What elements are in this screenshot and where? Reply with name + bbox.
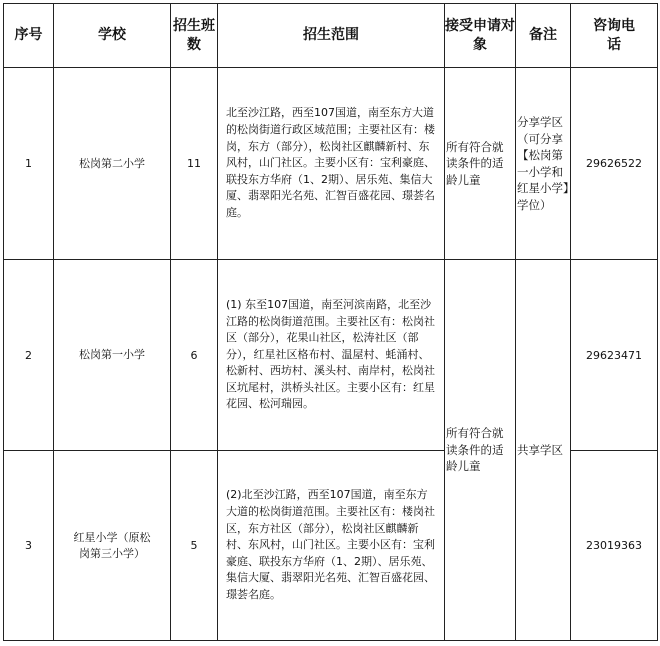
class-count: 6 (171, 260, 218, 451)
class-count: 11 (171, 68, 218, 260)
phone-number: 29623471 (571, 260, 658, 451)
school-name: 松岗第二小学 (54, 68, 171, 260)
class-count: 5 (171, 451, 218, 641)
enrollment-scope: (1) 东至107国道，南至河滨南路，北至沙江路的松岗街道范围。主要社区有：松岗社区（部分），花果山社区，松涛社区（部分），红星社区格布村、温屋村、蚝涌村、松新村、西坊村、溪头村、南岸村，松岗社区坑尾村，洪桥头社区。主要小区有：红星花园、松河瑞园。 (218, 260, 445, 451)
row-number: 1 (4, 68, 54, 260)
header-classes: 招生班数 (171, 4, 218, 68)
enrollment-scope: (2)北至沙江路，西至107国道，南至东方大道的松岗街道范围。主要社区有：楼岗社区，东方社区（部分），松岗社区麒麟新村、东风村，山门社区。主要小区有：宝利豪庭、联投东方华府（1、2期）、居乐苑、集信大厦、翡翠阳光名苑、汇智百盛花园、璟荟名庭。 (218, 451, 445, 641)
row-number: 2 (4, 260, 54, 451)
phone-number: 29626522 (571, 68, 658, 260)
header-note: 备注 (516, 4, 571, 68)
header-scope: 招生范围 (218, 4, 445, 68)
table-row (4, 260, 658, 451)
row-number: 3 (4, 451, 54, 641)
table-row (4, 68, 658, 260)
shared-remark: 共享学区 (516, 260, 571, 641)
school-name: 松岗第一小学 (54, 260, 171, 451)
header-applicants: 接受申请对象 (445, 4, 516, 68)
eligible-applicants: 所有符合就读条件的适龄儿童 (445, 68, 516, 260)
phone-number: 23019363 (571, 451, 658, 641)
header-row (4, 4, 658, 68)
header-no: 序号 (4, 4, 54, 68)
enrollment-table (3, 3, 658, 641)
remark: 分享学区（可分享【松岗第一小学和红星小学】学位） (516, 68, 571, 260)
header-school: 学校 (54, 4, 171, 68)
enrollment-scope: 北至沙江路，西至107国道，南至东方大道的松岗街道行政区域范围；主要社区有：楼岗，东方（部分），松岗社区麒麟新村、东风村，山门社区。主要小区有：宝利豪庭、联投东方华府（1、2期）、居乐苑、集信大厦、翡翠阳光名苑、汇智百盛花园、璟荟名庭。 (218, 68, 445, 260)
school-name: 红星小学（原松岗第三小学） (54, 451, 171, 641)
header-phone: 咨询电话 (571, 4, 658, 68)
shared-eligible-applicants: 所有符合就读条件的适龄儿童 (445, 260, 516, 641)
